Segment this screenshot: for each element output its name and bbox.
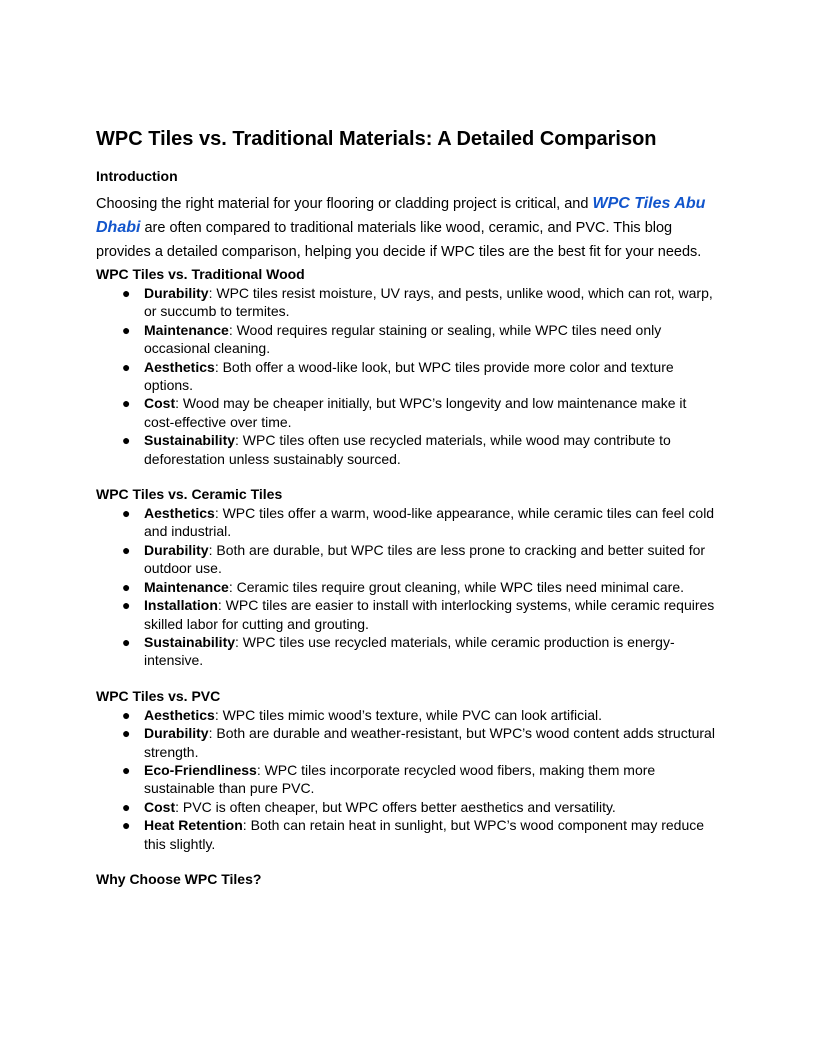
item-term: Aesthetics	[144, 706, 215, 723]
item-term: Durability	[144, 541, 209, 558]
item-term: Aesthetics	[144, 358, 215, 375]
item-text: : WPC tiles use recycled materials, while ceramic production is energy-intensive.	[144, 633, 675, 669]
intro-text-before: Choosing the right material for your flooring or cladding project is critical, and	[96, 196, 593, 212]
item-term: Eco-Friendliness	[144, 761, 257, 778]
section-heading-wood: WPC Tiles vs. Traditional Wood	[96, 266, 305, 282]
item-text: : WPC tiles resist moisture, UV rays, and pests, unlike wood, which can rot, warp, or succumb to termites.	[144, 285, 713, 320]
item-text: : WPC tiles incorporate recycled wood fibers, making them more sustainable than pure PVC.	[144, 761, 656, 797]
list-item	[96, 284, 720, 321]
intro-paragraph	[96, 192, 720, 264]
bullet-icon: ●	[122, 633, 131, 650]
list-item	[96, 706, 720, 724]
list-item	[96, 541, 720, 578]
intro-text-after: are often compared to traditional materials like wood, ceramic, and PVC. This blog provides a detailed comparison, helping you decide if WPC tiles are the best fit for your needs.	[96, 220, 702, 260]
bullet-icon: ●	[122, 432, 131, 449]
item-text: : WPC tiles mimic wood’s texture, while PVC can look artificial.	[214, 706, 603, 723]
list-item	[96, 321, 720, 358]
item-term: Cost	[144, 395, 176, 412]
document-page	[96, 124, 720, 889]
item-text: : Wood may be cheaper initially, but WPC’s longevity and low maintenance make it cost-effective over time.	[144, 395, 687, 430]
bullet-icon: ●	[122, 725, 131, 742]
bullet-icon: ●	[122, 798, 131, 815]
bullet-icon: ●	[122, 578, 131, 595]
list-item	[96, 724, 720, 761]
list-item	[96, 578, 720, 596]
section-heading-why-choose: Why Choose WPC Tiles?	[96, 870, 262, 887]
ceramic-comparison-list	[96, 504, 720, 670]
list-item	[96, 358, 720, 395]
bullet-icon: ●	[122, 395, 131, 412]
item-term: Installation	[144, 597, 218, 614]
section-heading-ceramic: WPC Tiles vs. Ceramic Tiles	[96, 486, 283, 503]
item-term: Aesthetics	[144, 505, 215, 522]
item-text: : Both can retain heat in sunlight, but WPC’s wood component may reduce this slightly.	[144, 817, 705, 852]
wpc-tiles-link[interactable]: WPC Tiles Abu Dhabi	[96, 195, 706, 236]
list-item	[96, 816, 720, 853]
item-text: : WPC tiles often use recycled materials, while wood may contribute to deforestation unless sustainably sourced.	[144, 432, 671, 467]
item-term: Sustainability	[144, 633, 236, 650]
list-item	[96, 431, 720, 468]
item-text: : Both offer a wood-like look, but WPC tiles provide more color and texture options.	[144, 358, 674, 394]
wood-comparison-list	[96, 284, 720, 468]
item-term: Maintenance	[144, 321, 229, 338]
item-text: : Both are durable and weather-resistant, but WPC’s wood content adds structural strength.	[144, 725, 715, 760]
pvc-comparison-list	[96, 706, 720, 853]
bullet-icon: ●	[122, 597, 131, 614]
item-term: Maintenance	[144, 578, 229, 595]
list-item	[96, 633, 720, 670]
bullet-icon: ●	[122, 817, 131, 834]
intro-heading: Introduction	[96, 168, 178, 184]
item-text: : WPC tiles offer a warm, wood-like appearance, while ceramic tiles can feel cold and industrial.	[144, 505, 715, 540]
item-term: Heat Retention	[144, 817, 243, 834]
item-term: Cost	[144, 798, 176, 815]
bullet-icon: ●	[122, 505, 131, 522]
bullet-icon: ●	[122, 541, 131, 558]
bullet-icon: ●	[122, 358, 131, 375]
list-item	[96, 504, 720, 541]
item-term: Sustainability	[144, 432, 236, 449]
bullet-icon: ●	[122, 321, 131, 338]
bullet-icon: ●	[122, 706, 131, 723]
item-term: Durability	[144, 285, 209, 301]
section-heading-pvc: WPC Tiles vs. PVC	[96, 687, 221, 704]
list-item	[96, 761, 720, 798]
item-text: : WPC tiles are easier to install with interlocking systems, while ceramic requires skilled labor for cutting and grouting.	[144, 597, 715, 632]
bullet-icon: ●	[122, 285, 131, 301]
item-text: : PVC is often cheaper, but WPC offers better aesthetics and versatility.	[175, 798, 616, 815]
item-text: : Wood requires regular staining or sealing, while WPC tiles need only occasional cleaning.	[144, 321, 662, 357]
list-item	[96, 596, 720, 633]
list-item	[96, 394, 720, 431]
item-text: : Ceramic tiles require grout cleaning, while WPC tiles need minimal care.	[228, 578, 684, 595]
item-text: : Both are durable, but WPC tiles are less prone to cracking and better suited for outdoor use.	[144, 541, 706, 577]
item-term: Durability	[144, 725, 209, 742]
page-title: WPC Tiles vs. Traditional Materials: A Detailed Comparison	[96, 128, 657, 150]
bullet-icon: ●	[122, 761, 131, 778]
list-item	[96, 798, 720, 816]
